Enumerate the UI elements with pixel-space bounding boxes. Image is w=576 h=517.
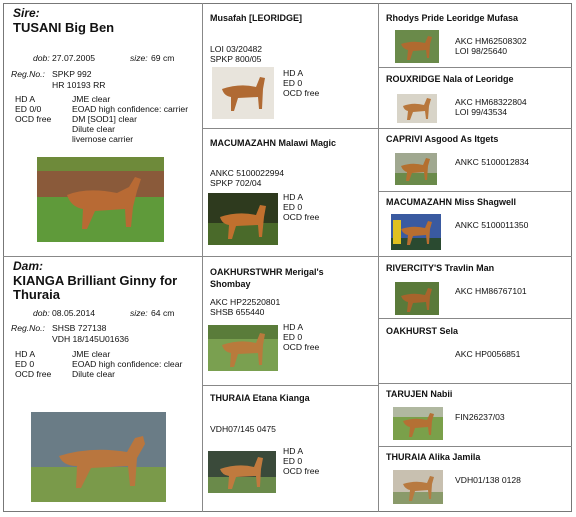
gp-ss-reg-2: SPKP 800/05 (210, 54, 262, 64)
ggp-8-name: THURAIA Alika Jamila (386, 452, 481, 462)
ggp-1-reg-2: LOI 98/25640 (455, 46, 508, 56)
sire-test-2: EOAD high confidence: carrier (72, 104, 189, 114)
gp-sd-hd: HD A (283, 192, 304, 202)
ggp-6-name: OAKHURST Sela (386, 326, 459, 336)
sire-label: Sire: (13, 6, 40, 20)
ggp-5-photo (395, 282, 439, 315)
dam-dob: 08.05.2014 (52, 308, 96, 318)
dam-dob-label: dob: (33, 308, 50, 318)
gp-ds-reg-1: AKC HP22520801 (210, 297, 281, 307)
dam-test-1: JME clear (72, 349, 111, 359)
sire-test-5: livernose carrier (72, 134, 134, 144)
sire-test-3: DM [SOD1] clear (72, 114, 137, 124)
sire-photo (37, 157, 164, 242)
ggp-4-name: MACUMAZAHN Miss Shagwell (386, 197, 517, 207)
ggp-1-reg-1: AKC HM62508302 (455, 36, 527, 46)
gp-ds-ocd: OCD free (283, 342, 320, 352)
sire-size-label: size: (130, 53, 148, 63)
gp-ss-ocd: OCD free (283, 88, 320, 98)
dam-health-ed: ED 0 (15, 359, 35, 369)
dam-size-label: size: (130, 308, 148, 318)
dam-test-2: EOAD high confidence: clear (72, 359, 183, 369)
dam-health-hd: HD A (15, 349, 36, 359)
gp-sd-photo (208, 193, 278, 245)
sire-health-ed: ED 0/0 (15, 104, 42, 114)
gp-ss-name: Musafah [LEORIDGE] (210, 13, 303, 23)
sire-size: 69 cm (151, 53, 175, 63)
gp-ds-name-line2: Shombay (210, 279, 251, 289)
ggp-8-photo (393, 470, 443, 504)
gp-ds-name-line1: OAKHURSTWHR Merigal's (210, 267, 324, 277)
gp-ds-reg-2: SHSB 655440 (210, 307, 265, 317)
gp-dd-photo (208, 451, 276, 493)
sire-reg-2: HR 10193 RR (52, 80, 106, 90)
gp-dd-ed: ED 0 (283, 456, 303, 466)
ggp-5-reg-1: AKC HM86767101 (455, 286, 527, 296)
ggp-2-reg-1: AKC HM68322804 (455, 97, 527, 107)
gp-sd-ocd: OCD free (283, 212, 320, 222)
ggp-6-cell (379, 319, 572, 383)
gp-dd-hd: HD A (283, 446, 304, 456)
gp-sd-reg-2: SPKP 702/04 (210, 178, 262, 188)
gp-ss-ed: ED 0 (283, 78, 303, 88)
gp-ds-ed: ED 0 (283, 332, 303, 342)
dam-photo (31, 412, 166, 502)
sire-reg-1: SPKP 992 (52, 69, 92, 79)
granddam-dam-cell (203, 386, 378, 512)
ggp-7-name: TARUJEN Nabii (386, 389, 453, 399)
sire-name: TUSANI Big Ben (13, 20, 115, 35)
ggp-6-reg-1: AKC HP0056851 (455, 349, 521, 359)
gp-sd-ed: ED 0 (283, 202, 303, 212)
gp-ss-photo (212, 67, 274, 119)
gp-ds-photo (208, 325, 278, 371)
ggp-2-reg-2: LOI 99/43534 (455, 107, 508, 117)
ggp-7-photo (393, 407, 443, 440)
sire-reg-label: Reg.No.: (11, 69, 45, 79)
gp-dd-ocd: OCD free (283, 466, 320, 476)
gp-dd-name: THURAIA Etana Kianga (210, 393, 310, 403)
gp-ds-hd: HD A (283, 322, 304, 332)
sire-test-4: Dilute clear (72, 124, 115, 134)
ggp-3-photo (395, 153, 437, 185)
ggp-4-photo (391, 214, 441, 250)
sire-health-hd: HD A (15, 94, 36, 104)
gp-sd-reg-1: ANKC 5100022994 (210, 168, 285, 178)
dam-reg-1: SHSB 727138 (52, 323, 107, 333)
dam-label: Dam: (13, 259, 44, 273)
dam-size: 64 cm (151, 308, 175, 318)
ggp-4-reg-1: ANKC 5100011350 (455, 220, 529, 230)
dam-health-ocd: OCD free (15, 369, 52, 379)
sire-health-ocd: OCD free (15, 114, 52, 124)
sire-dob: 27.07.2005 (52, 53, 96, 63)
ggp-2-name: ROUXRIDGE Nala of Leoridge (386, 74, 514, 84)
dam-name-line1: KIANGA Brilliant Ginny for (13, 273, 178, 288)
dam-reg-label: Reg.No.: (11, 323, 45, 333)
dam-name-line2: Thuraia (13, 287, 60, 302)
gp-sd-name: MACUMAZAHN Malawi Magic (210, 138, 337, 148)
gp-dd-reg-1: VDH07/145 0475 (210, 424, 276, 434)
sire-test-1: JME clear (72, 94, 111, 104)
ggp-1-name: Rhodys Pride Leoridge Mufasa (386, 13, 519, 23)
dam-test-3: Dilute clear (72, 369, 115, 379)
sire-dob-label: dob: (33, 53, 50, 63)
ggp-8-reg-1: VDH01/138 0128 (455, 475, 521, 485)
gp-ss-hd: HD A (283, 68, 304, 78)
gp-ss-reg-1: LOI 03/20482 (210, 44, 263, 54)
dam-reg-2: VDH 18/145U01636 (52, 334, 129, 344)
ggp-5-name: RIVERCITY'S Travlin Man (386, 263, 495, 273)
ggp-2-photo (397, 94, 437, 123)
ggp-3-name: CAPRIVI Asgood As Itgets (386, 134, 499, 144)
ggp-3-reg-1: ANKC 5100012834 (455, 157, 530, 167)
ggp-7-reg-1: FIN26237/03 (455, 412, 505, 422)
ggp-1-photo (395, 30, 439, 63)
